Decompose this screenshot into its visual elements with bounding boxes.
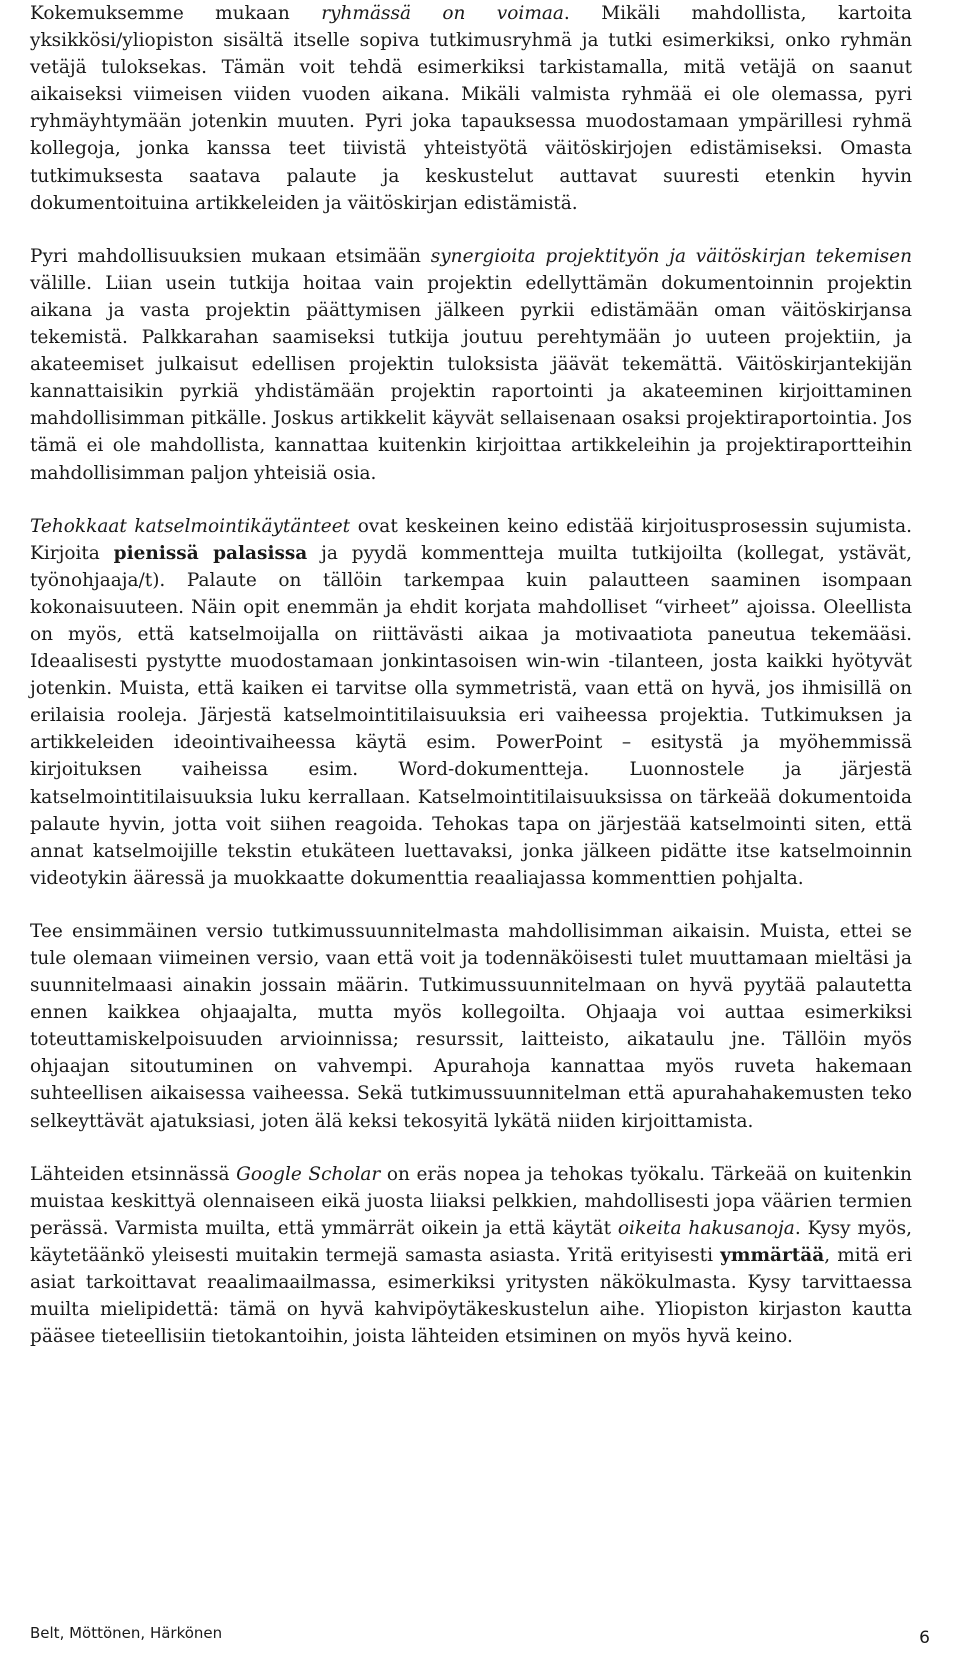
text-segment-italic: oikeita hakusanoja xyxy=(617,1217,795,1239)
text-segment: Tee ensimmäinen versio tutkimussuunnitelmasta mahdollisimman aikaisin. Muista, ettei se tule olemaan viimeinen versio, vaan että voit ja todennäköisesti tulet muuttamaan mieltäsi ja suunnitelmaasi ainakin jossain määrin. Tutkimussuunnitelmaan on hyvä pyytää palautetta ennen kaikkea ohjaajalta, mutta myös kollegoilta. Ohjaaja voi auttaa esimerkiksi toteuttamiskelpoisuuden arvioinnissa; resurssit, laitteisto, aikataulu jne. Tällöin myös ohjaajan sitoutuminen on vahvempi. Apurahoja kannattaa myös ruveta hakemaan suhteellisen aikaisessa vaiheessa. Sekä tutkimussuunnitelman että apurahahakemusten teko selkeyttävät ajatuksiasi, joten älä keksi tekosyitä lykätä niiden kirjoittamista. xyxy=(30,920,912,1132)
text-segment: . Mikäli mahdollista, kartoita yksikkösi/yliopiston sisältä itselle sopiva tutkimusryhmä ja tutki esimerkiksi, onko ryhmän vetäjä tuloksekas. Tämän voit tehdä esimerkiksi tarkistamalla, mitä vetäjä on saanut aikaiseksi viimeisen viiden vuoden aikana. Mikäli valmista ryhmää ei ole olemassa, pyri ryhmäyhtymään jotenkin muuten. Pyri joka tapauksessa muodostamaan ympärillesi ryhmä kollegoja, jonka kanssa teet tiivistä yhteistyötä väitöskirjojen edistämiseksi. Omasta tutkimuksesta saatava palaute ja keskustelut auttavat suuresti etenkin hyvin dokumentoituina artikkeleiden ja väitöskirjan edistämistä. xyxy=(30,3,912,214)
page-number: 6 xyxy=(919,1628,930,1648)
text-segment: , mitä eri asiat tarkoittavat reaalimaailmassa, esimerkiksi yritysten näkökulmasta. Kysy tarvittaessa muilta mielipidettä: tämä on hyvä kahvipöytäkeskustelun aihe. Yliopiston kirjaston kautta pääsee tieteellisiin tietokantoihin, joista lähteiden etsiminen on myös hyvä keino. xyxy=(30,1244,912,1348)
paragraph-sources xyxy=(30,1161,912,1351)
text-segment: välille. Liian usein tutkija hoitaa vain projektin edellyttämän dokumentoinnin projektin aikana ja vasta projektin päättymisen jälkeen pyrkii edistämään oman väitöskirjansa tekemistä. Palkkarahan saamiseksi tutkija joutuu perehtymään jo uuteen projektiin, ja akateemiset julkaisut edellisen projektin tuloksista jäävät tekemättä. Väitöskirjantekijän kannattaisikin pyrkiä yhdistämään projektin raportointi ja akateeminen kirjoittaminen mahdollisimman pitkälle. Joskus artikkelit käyvät sellaisenaan osaksi projektiraportointia. Jos tämä ei ole mahdollista, kannattaa kuitenkin kirjoittaa artikkeleihin ja projektiraportteihin mahdollisimman paljon yhteisiä osia. xyxy=(30,272,912,484)
text-segment: . Kysy myös, käytetäänkö yleisesti muitakin termejä samasta asiasta. Yritä erityisesti xyxy=(30,1217,913,1266)
text-segment-italic: synergioita projektityön ja väitöskirjan tekemisen xyxy=(430,245,912,267)
text-segment: ja pyydä kommentteja muilta tutkijoilta (kollegat, ystävät, työnohjaaja/t). Palaute on tällöin tarkempaa kuin palautteen saaminen isompaan kokonaisuuteen. Näin opit enemmän ja ehdit korjata mahdolliset “virheet” ajoissa. Oleellista on myös, että katselmoijalla on riittävästi aikaa ja motivaatiota paneutua tekemääsi. Ideaalisesti pystytte muodostamaan jonkintasoisen win-win -tilanteen, josta kaikki hyötyvät jotenkin. Muista, että kaiken ei tarvitse olla symmetristä, vaan että on hyvä, jos ihmisillä on erilaisia rooleja. Järjestä katselmointitilaisuuksia eri vaiheessa projektia. Tutkimuksen ja artikkeleiden ideointivaiheessa käytä esim. PowerPoint – esitystä ja myöhemmissä kirjoituksen vaiheissa esim. Word-dokumentteja. Luonnostele ja järjestä katselmointitilaisuuksia luku kerrallaan. Katselmointitilaisuuksissa on tärkeää dokumentoida palaute hyvin, jotta voit siihen reagoida. Tehokas tapa on järjestää katselmointi siten, että annat katselmoijille tekstin etukäteen luettavaksi, jonka jälkeen pidätte itse katselmoinnin videotykin ääressä ja muokkaatte dokumenttia reaaliajassa kommenttien pohjalta. xyxy=(30,542,912,889)
document-body xyxy=(30,0,912,1376)
text-segment: Pyri mahdollisuuksien mukaan etsimään xyxy=(30,245,431,267)
text-segment: Kokemuksemme mukaan xyxy=(30,3,322,24)
paragraph-research-plan xyxy=(30,918,912,1135)
paragraph-review-practices xyxy=(30,513,912,892)
text-segment-italic: Tehokkaat katselmointikäytänteet xyxy=(30,515,351,537)
text-segment: ovat keskeinen keino edistää kirjoitusprosessin sujumista. Kirjoita xyxy=(30,515,912,564)
text-segment-bold: ymmärtää xyxy=(720,1244,825,1266)
text-segment-italic: ryhmässä on voimaa xyxy=(321,3,564,24)
page-footer xyxy=(30,1624,930,1654)
paragraph-synergy xyxy=(30,243,912,487)
paragraph-research-group xyxy=(30,0,912,217)
footer-authors: Belt, Möttönen, Härkönen xyxy=(30,1624,223,1642)
text-segment-italic: Google Scholar xyxy=(236,1163,381,1185)
text-segment: Lähteiden etsinnässä xyxy=(30,1163,237,1185)
text-segment-bold: pienissä palasissa xyxy=(113,542,308,564)
text-segment: on eräs nopea ja tehokas työkalu. Tärkeää on kuitenkin muistaa keskittyä olennaiseen eikä juosta liiaksi pelkkien, mahdollisesti jopa väärien termien perässä. Varmista muilta, että ymmärrät oikein ja että käytät xyxy=(30,1163,912,1239)
